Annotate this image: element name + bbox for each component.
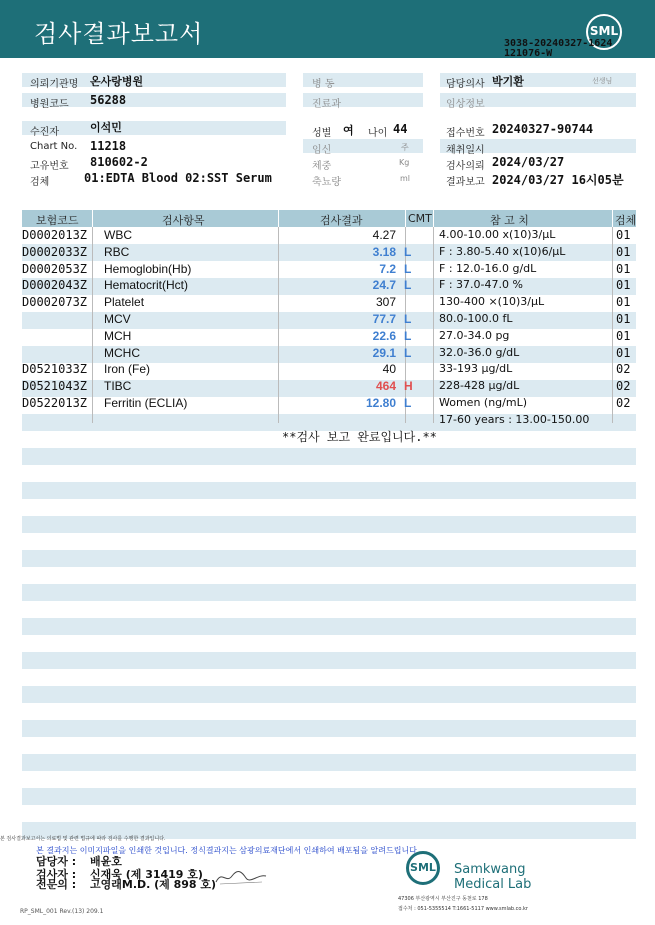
row-item: Iron (Fe)	[104, 362, 151, 376]
row-item: Ferritin (ECLIA)	[104, 396, 188, 410]
row-reference: 4.00-10.00 x(10)3/μL	[439, 228, 556, 241]
form-code: RP_SML_001 Rev.(13) 209.1	[20, 908, 104, 915]
specimen-value: 01:EDTA Blood 02:SST Serum	[84, 171, 272, 185]
clinical-label: 임상정보	[446, 99, 485, 110]
company-phone: 접수처 : 051-5355514 T:1661-5117 www.smlab.co.kr	[398, 906, 528, 912]
row-specimen: 02	[616, 362, 631, 376]
report-label: 결과보고	[446, 177, 485, 188]
row-item: TIBC	[104, 379, 132, 393]
row-code: D0522013Z	[22, 396, 88, 410]
row-reference: F : 37.0-47.0 %	[439, 278, 523, 291]
sex-label: 성별	[312, 128, 332, 139]
code-value: 56288	[90, 93, 127, 107]
row-reference: 33-193 μg/dL	[439, 362, 513, 375]
urine-label: 축뇨량	[312, 177, 341, 188]
signature-icon	[212, 866, 270, 888]
reporter-label: 담당자 :	[36, 855, 77, 868]
row-flag: L	[404, 262, 412, 276]
row-flag: L	[404, 329, 412, 343]
col-header-item: 검사항목	[162, 214, 205, 227]
sex-value: 여	[343, 124, 354, 137]
sml-logo-text: SML	[589, 24, 619, 38]
row-reference: 17-60 years : 13.00-150.00	[439, 413, 590, 426]
row-reference: 130-400 ×(10)3/μL	[439, 295, 545, 308]
collect-label: 채취일시	[446, 145, 485, 156]
doctor-label: 담당의사	[446, 79, 485, 90]
specialist-label: 전문의 :	[36, 878, 77, 891]
hospital-label: 의뢰기관명	[30, 79, 79, 90]
doc-number-line2: 121076-W	[504, 48, 553, 59]
row-code: D0521043Z	[22, 379, 88, 393]
code-label: 병원코드	[30, 99, 69, 110]
row-specimen: 01	[616, 329, 631, 343]
samkwang-logo-text: SML	[410, 861, 436, 874]
row-result: 24.7	[372, 278, 396, 292]
row-result: 22.6	[372, 329, 396, 343]
patient-value: 이석민	[90, 121, 122, 134]
row-specimen: 02	[616, 396, 631, 410]
doctor-value: 박기환	[492, 75, 524, 88]
id-label: 고유번호	[30, 161, 69, 172]
reporter-value: 배윤호	[90, 855, 122, 868]
pregnancy-unit: 주	[401, 143, 409, 152]
row-specimen: 01	[616, 262, 631, 276]
footer-notice: 본 결과지는 이미지파일을 인쇄한 것입니다. 정식결과지는 삼광의료재단에서 인쇄하여 배포됨을 알려드립니다.	[36, 846, 420, 855]
col-header-result: 검사결과	[320, 214, 363, 227]
row-result: 307	[375, 295, 396, 309]
row-item: MCHC	[104, 346, 140, 360]
col-header-ref: 참 고 치	[490, 214, 529, 227]
row-code: D0002053Z	[22, 262, 88, 276]
row-specimen: 02	[616, 379, 631, 393]
row-flag: L	[404, 312, 412, 326]
row-item: WBC	[104, 228, 132, 242]
receipt-value: 20240327-90744	[492, 122, 594, 136]
row-specimen: 01	[616, 312, 631, 326]
ward-label: 병 동	[312, 79, 335, 90]
row-item: MCH	[104, 329, 132, 343]
row-reference: 80.0-100.0 fL	[439, 312, 513, 325]
id-value: 810602-2	[90, 155, 148, 169]
row-code: D0002073Z	[22, 295, 88, 309]
row-item: Hematocrit(Hct)	[104, 278, 189, 292]
report-title: 검사결과보고서	[34, 20, 204, 48]
patient-label: 수진자	[30, 127, 59, 138]
row-code: D0002043Z	[22, 278, 88, 292]
report-value: 2024/03/27 16시05분	[492, 173, 624, 187]
specialist-value: 고영래M.D. (제 898 호)	[90, 878, 217, 891]
chart-value: 11218	[90, 139, 127, 153]
row-specimen: 01	[616, 278, 631, 292]
footer-fine-print: 본 검사결과보고서는 의료법 및 관련 법규에 따라 검사를 수행한 결과입니다.	[0, 836, 166, 842]
row-result: 3.18	[372, 245, 396, 259]
weight-label: 체중	[312, 161, 332, 172]
company-name-line1: Samkwang	[454, 862, 526, 877]
col-header-cmt: CMT	[408, 212, 432, 225]
col-header-code: 보험코드	[36, 214, 79, 227]
row-item: MCV	[104, 312, 131, 326]
row-reference: F : 3.80-5.40 x(10)6/μL	[439, 245, 566, 258]
col-header-specimen: 검체	[615, 214, 637, 227]
row-code: D0521033Z	[22, 362, 88, 376]
row-result: 7.2	[379, 262, 396, 276]
examiner-label: 검사자 :	[36, 868, 77, 881]
chart-label: Chart No.	[30, 141, 78, 152]
row-reference: 32.0-36.0 g/dL	[439, 346, 520, 359]
row-result: 40	[382, 362, 396, 376]
row-result: 29.1	[372, 346, 396, 360]
hospital-value: 온사랑병원	[90, 75, 144, 88]
row-flag: L	[404, 396, 412, 410]
urine-unit: ml	[400, 174, 411, 183]
row-item: Hemoglobin(Hb)	[104, 262, 192, 276]
row-result: 77.7	[372, 312, 396, 326]
row-item: Platelet	[104, 295, 145, 309]
row-flag: H	[404, 379, 413, 393]
row-reference: 228-428 μg/dL	[439, 379, 520, 392]
specimen-label: 검체	[30, 177, 50, 188]
doc-number-line1: 3038-20240327-1624	[504, 38, 613, 49]
row-specimen: 01	[616, 295, 631, 309]
row-reference: F : 12.0-16.0 g/dL	[439, 262, 537, 275]
row-specimen: 01	[616, 245, 631, 259]
pregnancy-label: 임신	[312, 145, 332, 156]
request-value: 2024/03/27	[492, 155, 565, 169]
request-label: 검사의뢰	[446, 161, 485, 172]
company-address: 47306 부산광역시 부산진구 동천로 178	[398, 896, 488, 902]
row-specimen: 01	[616, 228, 631, 242]
completion-message: **검사 보고 완료입니다.**	[282, 430, 437, 444]
row-reference: Women (ng/mL)	[439, 396, 527, 409]
row-code: D0002033Z	[22, 245, 88, 259]
age-value: 44	[393, 122, 408, 136]
age-label: 나이	[368, 128, 388, 139]
row-reference: 27.0-34.0 pg	[439, 329, 510, 342]
weight-unit: Kg	[399, 158, 410, 167]
row-flag: L	[404, 245, 412, 259]
receipt-label: 접수번호	[446, 128, 485, 139]
row-code: D0002013Z	[22, 228, 88, 242]
dept-label: 진료과	[312, 99, 341, 110]
row-result: 4.27	[372, 228, 396, 242]
row-result: 464	[375, 379, 396, 393]
company-name-line2: Medical Lab	[454, 877, 532, 892]
row-specimen: 01	[616, 346, 631, 360]
row-flag: L	[404, 278, 412, 292]
examiner-value: 신재욱 (제 31419 호)	[90, 868, 203, 881]
doctor-suffix: 선생님	[592, 77, 613, 85]
row-result: 12.80	[365, 396, 396, 410]
row-item: RBC	[104, 245, 130, 259]
row-flag: L	[404, 346, 412, 360]
